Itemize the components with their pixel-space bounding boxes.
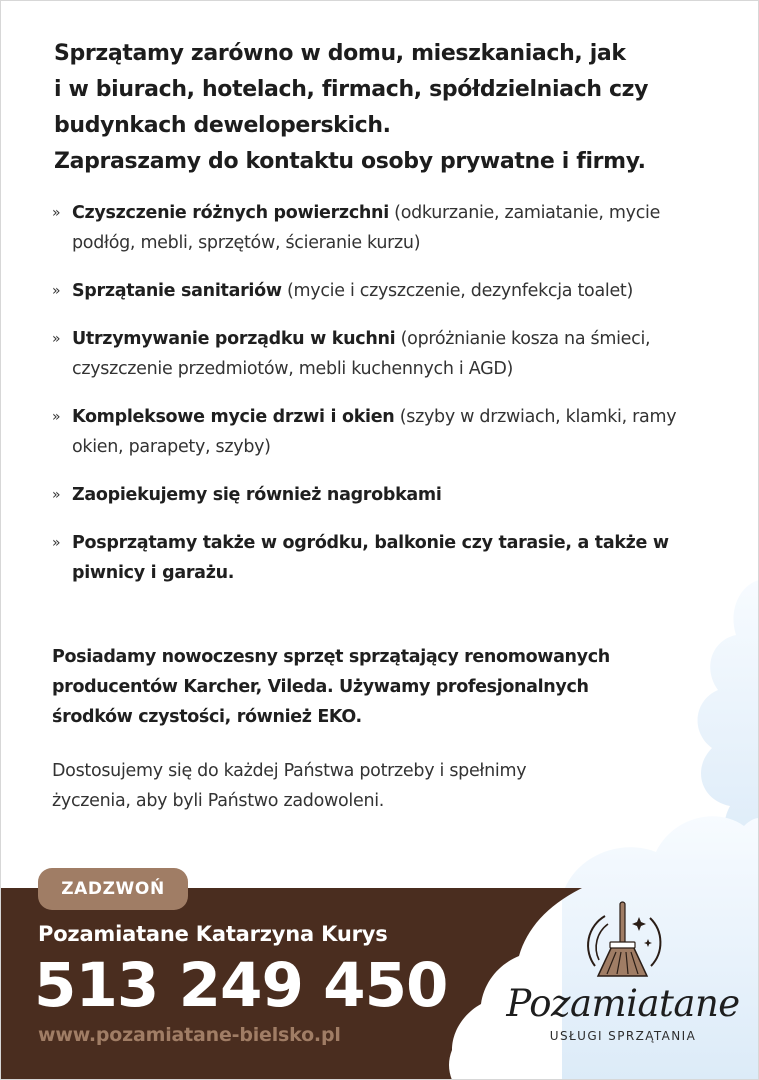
closing-line: życzenia, aby byli Państwo zadowoleni. xyxy=(52,791,385,811)
service-item xyxy=(52,276,702,306)
equipment-paragraph xyxy=(52,642,722,732)
bullet-icon: » xyxy=(52,487,61,503)
service-title: Sprzątanie sanitariów xyxy=(72,281,282,301)
brand-tagline: USŁUGI SPRZĄTANIA xyxy=(549,1029,697,1043)
service-details: (odkurzanie, zamiatanie, mycie podłóg, mebli, sprzętów, ścieranie kurzu) xyxy=(72,203,661,253)
bullet-icon: » xyxy=(52,283,61,299)
service-title: Kompleksowe mycie drzwi i okien xyxy=(72,407,395,427)
broom-icon xyxy=(580,900,666,984)
headline-line: budynkach deweloperskich. xyxy=(54,113,391,138)
call-button[interactable]: ZADZWOŃ xyxy=(38,868,188,910)
bullet-icon: » xyxy=(52,409,61,425)
service-item xyxy=(52,198,702,258)
phone-number-link[interactable]: 513 249 450 xyxy=(34,950,448,1021)
equipment-line: Posiadamy nowoczesny sprzęt sprzątający renomowanych xyxy=(52,647,610,667)
services-list xyxy=(52,198,702,606)
website-link[interactable]: www.pozamiatane-bielsko.pl xyxy=(38,1024,341,1046)
service-details: (opróżnianie kosza na śmieci, czyszczenie przedmiotów, mebli kuchennych i AGD) xyxy=(72,329,651,379)
brand-name: Pozamiatane xyxy=(506,982,740,1025)
service-item xyxy=(52,480,702,510)
service-item xyxy=(52,402,702,462)
headline-line: i w biurach, hotelach, firmach, spółdzielniach czy xyxy=(54,77,649,102)
service-title: Zaopiekujemy się również nagrobkami xyxy=(72,485,442,505)
equipment-line: producentów Karcher, Vileda. Używamy profesjonalnych xyxy=(52,677,589,697)
headline xyxy=(54,36,734,180)
service-details: (mycie i czyszczenie, dezynfekcja toalet) xyxy=(287,281,634,301)
service-title: Posprzątamy także w ogródku, balkonie czy tarasie, a także w piwnicy i garażu. xyxy=(72,533,669,583)
service-details: (szyby w drzwiach, klamki, ramy okien, parapety, szyby) xyxy=(72,407,677,457)
brand-logo xyxy=(500,900,746,1055)
closing-paragraph xyxy=(52,756,722,816)
equipment-line: środków czystości, również EKO. xyxy=(52,707,362,727)
headline-line: Sprzątamy zarówno w domu, mieszkaniach, jak xyxy=(54,41,626,66)
closing-line: Dostosujemy się do każdej Państwa potrzeby i spełnimy xyxy=(52,761,527,781)
bullet-icon: » xyxy=(52,535,61,551)
service-title: Utrzymywanie porządku w kuchni xyxy=(72,329,396,349)
bullet-icon: » xyxy=(52,205,61,221)
service-item xyxy=(52,324,702,384)
headline-line: Zapraszamy do kontaktu osoby prywatne i firmy. xyxy=(54,149,646,174)
owner-name: Pozamiatane Katarzyna Kurys xyxy=(38,922,388,946)
bullet-icon: » xyxy=(52,331,61,347)
service-title: Czyszczenie różnych powierzchni xyxy=(72,203,389,223)
service-item xyxy=(52,528,702,588)
